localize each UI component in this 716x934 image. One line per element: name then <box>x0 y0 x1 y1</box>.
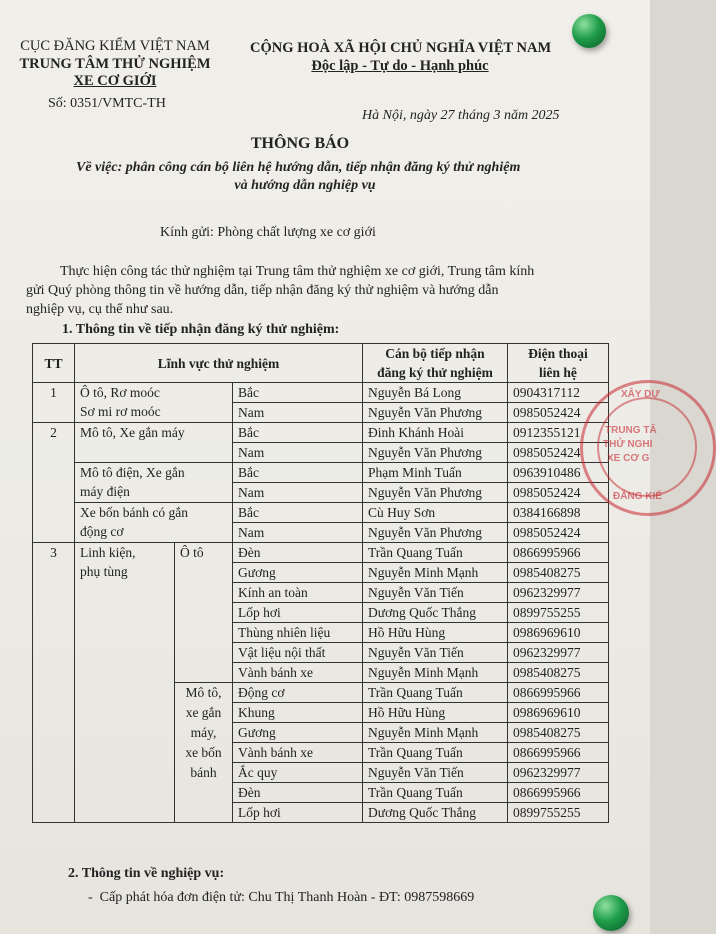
phone-cell: 0904317112 <box>508 383 609 403</box>
officer-cell: Nguyễn Văn Tiến <box>363 583 508 603</box>
phone-cell: 0962329977 <box>508 643 609 663</box>
officer-cell: Phạm Minh Tuấn <box>363 463 508 483</box>
national-motto: Độc lập - Tự do - Hạnh phúc <box>311 58 489 74</box>
field-cell: Mô tô, Xe gắn máy <box>75 423 233 463</box>
phone-cell: 0986969610 <box>508 623 609 643</box>
officer-cell: Trần Quang Tuấn <box>363 543 508 563</box>
phone-cell: 0985052424 <box>508 403 609 423</box>
table-row <box>33 463 609 483</box>
subfield-cell-car: Ô tô <box>175 543 233 683</box>
phone-cell: 0985408275 <box>508 663 609 683</box>
subject-text: phân công cán bộ liên hệ hướng dẫn, tiếp nhận đăng ký thử nghiệm <box>125 160 521 175</box>
table-row <box>33 503 609 523</box>
part-cell: Đèn <box>233 783 363 803</box>
bullet-dash: - <box>88 890 100 905</box>
official-seal <box>580 380 716 516</box>
part-cell: Vành bánh xe <box>233 663 363 683</box>
officer-cell: Hồ Hữu Hùng <box>363 703 508 723</box>
subject-label: Về việc: <box>76 160 123 175</box>
center-name: TRUNG TÂM THỬ NGHIỆM <box>19 56 211 72</box>
phone-cell: 0866995966 <box>508 683 609 703</box>
tt-cell: 3 <box>33 543 75 823</box>
phone-cell: 0985408275 <box>508 563 609 583</box>
officer-cell: Đinh Khánh Hoài <box>363 423 508 443</box>
phone-cell: 0866995966 <box>508 543 609 563</box>
officer-cell: Nguyễn Minh Mạnh <box>363 563 508 583</box>
part-cell: Gương <box>233 563 363 583</box>
subfield-cell-motorbike: Mô tô, xe gắn máy, xe bốn bánh <box>175 683 233 823</box>
col-field: Lĩnh vực thử nghiệm <box>75 344 363 383</box>
table-row <box>33 423 609 443</box>
center-name-line2: XE CƠ GIỚI <box>73 73 157 89</box>
part-cell: Gương <box>233 723 363 743</box>
phone-cell: 0912355121 <box>508 423 609 443</box>
officer-cell: Dương Quốc Thắng <box>363 803 508 823</box>
tt-cell: 2 <box>33 423 75 543</box>
region-cell: Bắc <box>233 383 363 403</box>
officer-cell: Trần Quang Tuấn <box>363 683 508 703</box>
region-cell: Nam <box>233 523 363 543</box>
section-2-heading: 2. Thông tin về nghiệp vụ: <box>68 866 225 881</box>
pushpin-bottom-right <box>593 895 629 931</box>
part-cell: Vật liệu nội thất <box>233 643 363 663</box>
part-cell: Lốp hơi <box>233 603 363 623</box>
subject-line-2: và hướng dẫn nghiệp vụ <box>234 178 376 193</box>
phone-cell: 0384166898 <box>508 503 609 523</box>
region-cell: Bắc <box>233 503 363 523</box>
document-title: THÔNG BÁO <box>250 135 350 152</box>
phone-cell: 0985052424 <box>508 523 609 543</box>
field-cell: Ô tô, Rơ moóc Sơ mi rơ moóc <box>75 383 233 423</box>
bullet-item <box>88 888 474 907</box>
phone-cell: 0899755255 <box>508 603 609 623</box>
part-cell: Kính an toàn <box>233 583 363 603</box>
seal-text-top: XÂY DỰ <box>621 389 660 400</box>
officer-cell: Hồ Hữu Hùng <box>363 623 508 643</box>
part-cell: Khung <box>233 703 363 723</box>
phone-cell: 0962329977 <box>508 583 609 603</box>
national-title: CỘNG HOÀ XÃ HỘI CHỦ NGHĨA VIỆT NAM <box>250 40 552 56</box>
region-cell: Nam <box>233 443 363 463</box>
officer-cell: Nguyễn Minh Mạnh <box>363 723 508 743</box>
subject-line-1 <box>76 160 520 176</box>
seal-text-bottom: ĐĂNG KIỂ <box>613 491 662 502</box>
part-cell: Thùng nhiên liệu <box>233 623 363 643</box>
officer-cell: Nguyễn Bá Long <box>363 383 508 403</box>
phone-cell: 0985408275 <box>508 723 609 743</box>
document-number: Số: 0351/VMTC-TH <box>48 96 166 111</box>
part-cell: Vành bánh xe <box>233 743 363 763</box>
intro-line-2: gửi Quý phòng thông tin về hướng dẫn, tiếp nhận đăng ký thử nghiệm và hướng dẫn <box>26 283 499 298</box>
tt-cell: 1 <box>33 383 75 423</box>
phone-cell: 0985052424 <box>508 443 609 463</box>
phone-cell: 0899755255 <box>508 803 609 823</box>
recipient-line: Kính gửi: Phòng chất lượng xe cơ giới <box>160 225 376 240</box>
part-cell: Động cơ <box>233 683 363 703</box>
part-cell: Ắc quy <box>233 763 363 783</box>
field-cell: Xe bốn bánh có gắn động cơ <box>75 503 233 543</box>
officer-cell: Cù Huy Sơn <box>363 503 508 523</box>
bullet-text: Cấp phát hóa đơn điện tử: Chu Thị Thanh Hoàn - ĐT: 0987598669 <box>99 890 475 905</box>
agency-name: CỤC ĐĂNG KIỂM VIỆT NAM <box>20 38 210 54</box>
pushpin-top-right <box>572 14 606 48</box>
officer-cell: Nguyễn Văn Phương <box>363 523 508 543</box>
table-row <box>33 543 609 563</box>
seal-text-2: THỬ NGHI <box>603 439 653 450</box>
phone-cell: 0962329977 <box>508 763 609 783</box>
phone-cell: 0986969610 <box>508 703 609 723</box>
officer-cell: Nguyễn Văn Phương <box>363 483 508 503</box>
document-date: Hà Nội, ngày 27 tháng 3 năm 2025 <box>362 108 560 123</box>
officer-cell: Nguyễn Văn Tiến <box>363 643 508 663</box>
region-cell: Bắc <box>233 423 363 443</box>
officer-cell: Trần Quang Tuấn <box>363 783 508 803</box>
region-cell: Nam <box>233 403 363 423</box>
officer-cell: Nguyễn Văn Tiến <box>363 763 508 783</box>
officer-cell: Nguyễn Minh Mạnh <box>363 663 508 683</box>
officer-cell: Nguyễn Văn Phương <box>363 403 508 423</box>
region-cell: Nam <box>233 483 363 503</box>
contact-table <box>32 343 609 823</box>
table-row <box>33 383 609 403</box>
col-phone: Điện thoại liên hệ <box>508 344 609 383</box>
phone-cell: 0866995966 <box>508 743 609 763</box>
field-cell: Linh kiện, phụ tùng <box>75 543 175 823</box>
officer-cell: Dương Quốc Thắng <box>363 603 508 623</box>
phone-cell: 0963910486 <box>508 463 609 483</box>
part-cell: Đèn <box>233 543 363 563</box>
phone-cell: 0985052424 <box>508 483 609 503</box>
officer-cell: Trần Quang Tuấn <box>363 743 508 763</box>
table-header-row <box>33 344 609 383</box>
section-1-heading: 1. Thông tin về tiếp nhận đăng ký thử nghiệm: <box>62 322 340 337</box>
intro-line-3: nghiệp vụ, cụ thể như sau. <box>26 302 174 317</box>
seal-text-1: TRUNG TÂ <box>605 425 657 436</box>
col-tt: TT <box>33 344 75 383</box>
field-cell: Mô tô điện, Xe gắn máy điện <box>75 463 233 503</box>
seal-text-3: XE CƠ G <box>607 453 650 464</box>
region-cell: Bắc <box>233 463 363 483</box>
part-cell: Lốp hơi <box>233 803 363 823</box>
col-officer: Cán bộ tiếp nhận đăng ký thử nghiệm <box>363 344 508 383</box>
officer-cell: Nguyễn Văn Phương <box>363 443 508 463</box>
phone-cell: 0866995966 <box>508 783 609 803</box>
intro-line-1: Thực hiện công tác thử nghiệm tại Trung tâm thử nghiệm xe cơ giới, Trung tâm kính <box>60 264 535 279</box>
